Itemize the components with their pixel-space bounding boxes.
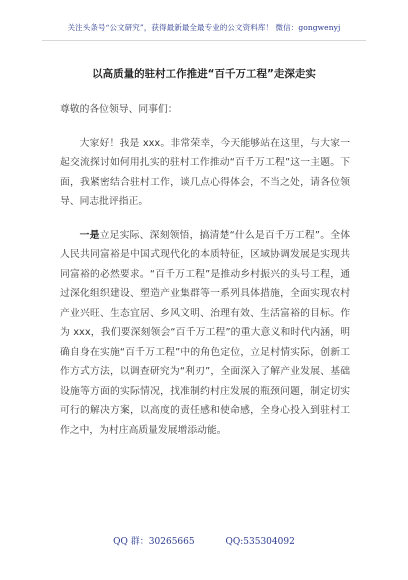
salutation: 尊敬的各位领导、同事们： (60, 104, 178, 115)
footer-qq-group: QQ 群：30265665 (113, 537, 195, 547)
paragraph-intro: 大家好！我是 xxx。非常荣幸，今天能够站在这里，与大家一起交流探讨如何用扎实的驻村工作推动“百千万工程”这一主题。下面，我紧密结合驻村工作，谈几点心得体会，不当之处，请各位领导、同志批评指正。 (60, 137, 350, 207)
footer-contact (0, 534, 408, 547)
header-promo-note: 关注头条号“公文研究”，获得最新最全最专业的公文资料库！ 微信：gongwenyj (67, 23, 341, 32)
document-title: 以高质量的驻村工作推进“百千万工程”走深走实 (92, 68, 316, 80)
paragraph-text: 立足实际、深刻领悟，搞清楚“什么是百千万工程”。全体人民共同富裕是中国式现代化的本质特征，区域协调发展是实现共同富裕的必然要求。“百千万工程”是推动乡村振兴的头号工程，通过深化组织建设、塑造产业集群等一系列具体措施，全面实现农村产业兴旺、生态宜居、乡风文明、治理有效、生活富裕的目标。作为 xxx，我们要深刻领会“百千万工程”的重大意义和时代内涵，明确自身在实施“百千万工程”中的角色定位，立足村情实际，创新工作方式方法，以调查研究为“利刃”，全面深入了解产业发展、基础设施等方面的实际情况，找准制约村庄发展的瓶颈问题，制定切实可行的解决方案，以高度的责任感和使命感，全身心投入到驻村工作之中，为村庄高质量发展增添动能。 (60, 229, 351, 436)
header-divider (42, 40, 366, 41)
footer-qq: QQ:535304092 (225, 537, 295, 547)
paragraph-lead: 一是 (79, 229, 100, 241)
document-body (60, 100, 350, 454)
paragraph-point-one (60, 226, 350, 441)
